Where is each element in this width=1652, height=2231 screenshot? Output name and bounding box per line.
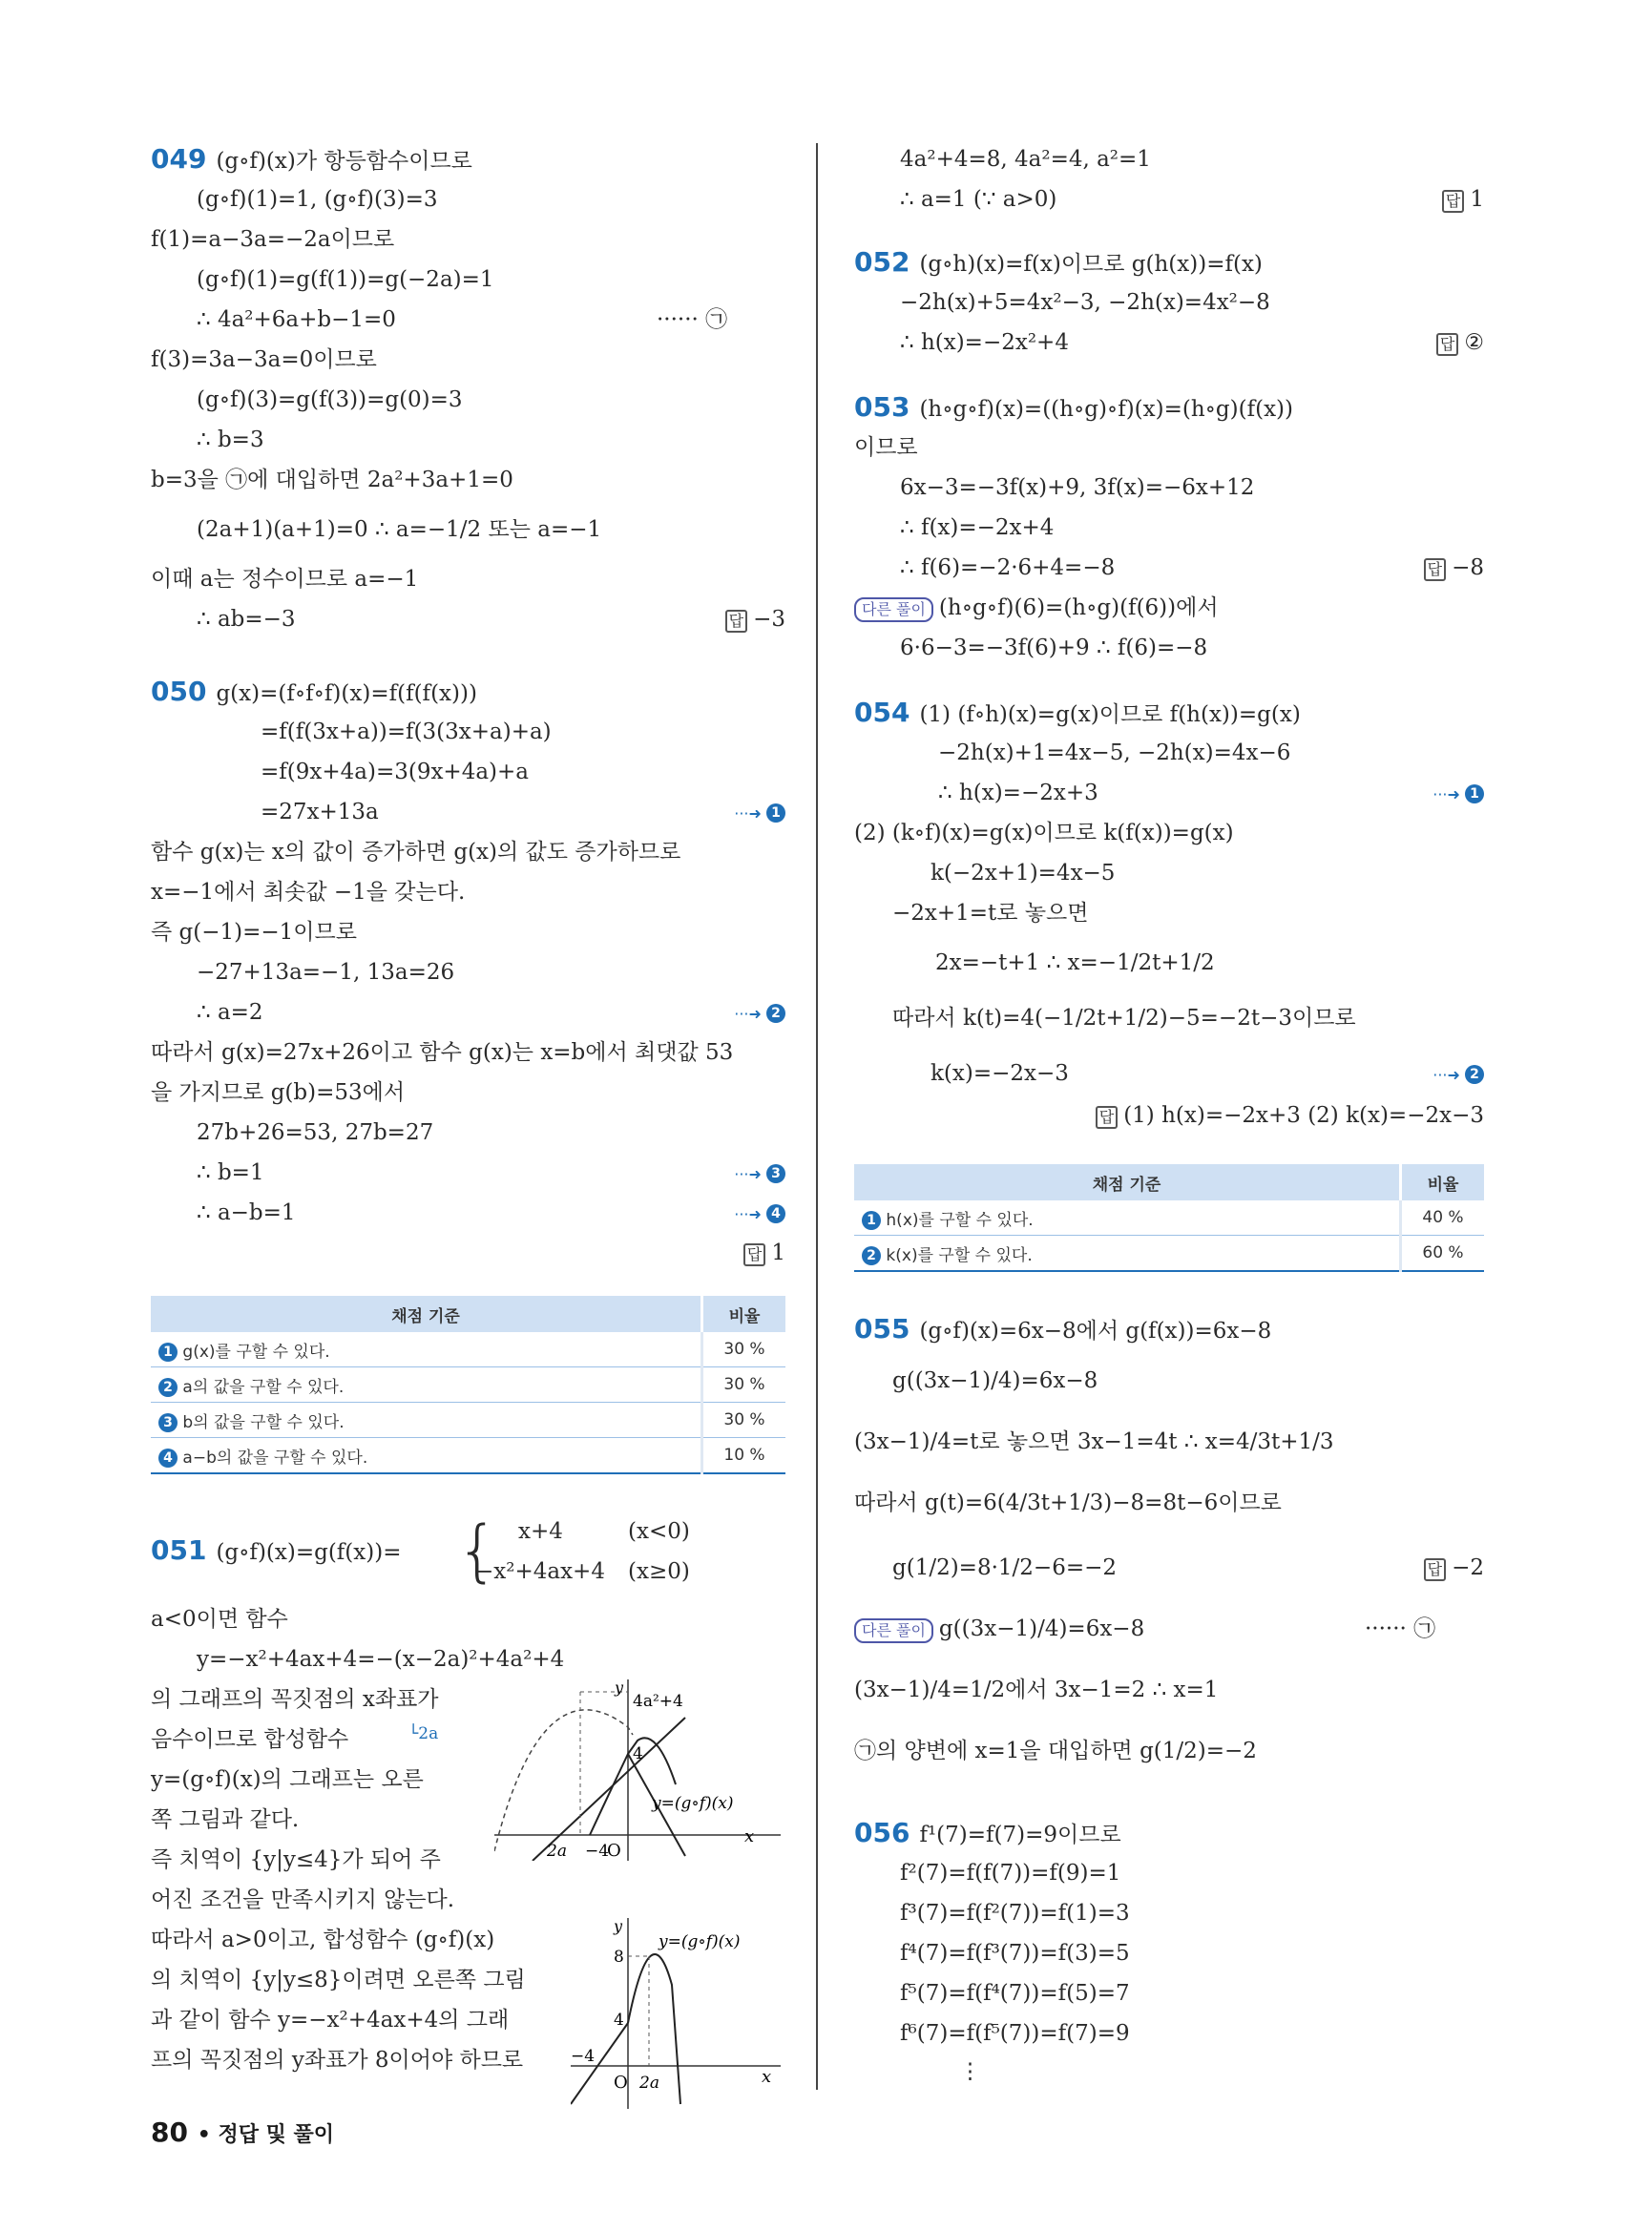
graph2-x-axis-label: x <box>762 2067 772 2087</box>
problem-054-line-6: 2x=−t+1 ∴ x=−1/2t+1/2 <box>935 950 1215 975</box>
problem-053-line-5: 다른 풀이 (h∘g∘f)(6)=(h∘g)(f(6))에서 <box>854 594 1219 622</box>
problem-053-line-1: 이므로 <box>854 435 918 460</box>
problem-050-line-8: ∴ a=2 <box>197 1000 263 1025</box>
problem-055-line-5: 다른 풀이 g((3x−1)/4)=6x−8 <box>854 1615 1144 1643</box>
problem-number: 055 <box>854 1313 910 1345</box>
answer-049: 답 −3 <box>725 605 785 634</box>
graph1-minus-4: −4 <box>585 1842 610 1861</box>
problem-051-line-4: y=(g∘f)(x)의 그래프는 오른 <box>151 1767 424 1792</box>
alt-solution-label: 다른 풀이 <box>854 1618 933 1643</box>
problem-056-line-0: 056 f¹(7)=f(7)=9이므로 <box>854 1817 1121 1848</box>
graph1-peak-label: 4a²+4 <box>633 1692 683 1711</box>
answer-mark-icon: 답 <box>725 610 747 633</box>
problem-051-line-3: 음수이므로 합성함수 <box>151 1727 349 1752</box>
graph1-y-axis-label: y <box>615 1679 624 1697</box>
problem-055-line-6: (3x−1)/4=1/2에서 3x−1=2 ∴ x=1 <box>854 1678 1219 1702</box>
problem-number: 050 <box>151 676 207 707</box>
problem-050-line-12: ∴ b=1 <box>197 1160 264 1185</box>
answer-051: 답 1 <box>1442 185 1484 214</box>
problem-051-line-9: 의 치역이 {y|y≤8}이려면 오른쪽 그림 <box>151 1968 526 1992</box>
problem-053-line-3: ∴ f(x)=−2x+4 <box>900 515 1055 540</box>
problem-050-line-6: 즉 g(−1)=−1이므로 <box>151 920 357 945</box>
graph2-minus-4: −4 <box>571 2047 596 2066</box>
column-divider <box>816 143 818 2090</box>
problem-056-line-6: ⋮ <box>959 2059 981 2084</box>
problem-051-cont-line-1: ∴ a=1 (∵ a>0) <box>900 187 1057 212</box>
problem-051-line-5: 쪽 그림과 같다. <box>151 1807 300 1832</box>
problem-number: 049 <box>151 143 207 175</box>
graph2-intercept-4: 4 <box>614 2011 624 2030</box>
equation-tag: ······ ㉠ <box>657 307 728 332</box>
problem-050-line-11: 27b+26=53, 27b=27 <box>197 1120 434 1145</box>
problem-049-line-5: f(3)=3a−3a=0이므로 <box>151 347 377 372</box>
answer-mark-icon: 답 <box>1096 1106 1118 1129</box>
table-row: 1 h(x)를 구할 수 있다. 40 % <box>854 1200 1484 1236</box>
problem-049-line-10: 이때 a는 정수이므로 a=−1 <box>151 567 419 592</box>
equation-tag: ······ ㉠ <box>1365 1616 1436 1641</box>
step-marker-2: ···➜ 2 <box>1432 1059 1484 1090</box>
problem-055-line-7: ㉠의 양변에 x=1을 대입하면 g(1/2)=−2 <box>854 1739 1257 1763</box>
table-row: 2 a의 값을 구할 수 있다. 30 % <box>151 1367 785 1403</box>
problem-052-line-1: −2h(x)+5=4x²−3, −2h(x)=4x²−8 <box>900 290 1270 315</box>
graph2-origin: O <box>614 2073 628 2093</box>
problem-056-line-3: f⁴(7)=f(f³(7))=f(3)=5 <box>900 1941 1130 1966</box>
problem-number: 053 <box>854 391 910 423</box>
answer-mark-icon: 답 <box>1424 1558 1446 1581</box>
graph1-origin: O <box>607 1841 621 1861</box>
problem-050-line-10: 을 가지므로 g(b)=53에서 <box>151 1080 406 1105</box>
problem-number: 051 <box>151 1534 207 1566</box>
problem-055-line-3: 따라서 g(t)=6(4/3t+1/3)−8=8t−6이므로 <box>854 1491 1282 1515</box>
answer-mark-icon: 답 <box>1424 558 1446 581</box>
grading-table-050: 채점 기준 비율 1 g(x)를 구할 수 있다. 30 % 2 a의 값을 구할 수 있다. 30 % 3 b의 값을 구할 수 있다. 30 % 4 a−b의 값을 구할 수 있다. 10 % <box>151 1296 785 1474</box>
answer-mark-icon: 답 <box>743 1243 765 1266</box>
grading-table-054: 채점 기준 비율 1 h(x)를 구할 수 있다. 40 % 2 k(x)를 구할 수 있다. 60 % <box>854 1164 1484 1272</box>
piecewise-cond-2: (x≥0) <box>628 1559 690 1584</box>
graph2-func-label: y=(g∘f)(x) <box>659 1932 741 1951</box>
answer-053: 답 −8 <box>1424 553 1484 582</box>
problem-054-line-0: 054 (1) (f∘h)(x)=g(x)이므로 f(h(x))=g(x) <box>854 697 1301 728</box>
problem-050-line-0: 050 g(x)=(f∘f∘f)(x)=f(f(f(x))) <box>151 676 477 707</box>
answer-050: 답 1 <box>743 1239 785 1267</box>
problem-number: 056 <box>854 1817 910 1848</box>
problem-049-line-0: 049 (g∘f)(x)가 항등함수이므로 <box>151 143 472 175</box>
problem-049-line-6: (g∘f)(3)=g(f(3))=g(0)=3 <box>197 387 463 412</box>
problem-050-line-2: =f(9x+4a)=3(9x+4a)+a <box>261 760 530 784</box>
problem-056-line-4: f⁵(7)=f(f⁴(7))=f(5)=7 <box>900 1981 1130 2006</box>
answer-055: 답 −2 <box>1424 1553 1484 1582</box>
problem-049-line-9: (2a+1)(a+1)=0 ∴ a=−1/2 또는 a=−1 <box>197 517 602 542</box>
problem-052-line-0: 052 (g∘h)(x)=f(x)이므로 g(h(x))=f(x) <box>854 246 1263 278</box>
problem-053-line-2: 6x−3=−3f(x)+9, 3f(x)=−6x+12 <box>900 475 1255 500</box>
problem-054-line-3: (2) (k∘f)(x)=g(x)이므로 k(f(x))=g(x) <box>854 821 1234 845</box>
problem-053-line-4: ∴ f(6)=−2·6+4=−8 <box>900 555 1116 580</box>
problem-055-line-2: (3x−1)/4=t로 놓으면 3x−1=4t ∴ x=4/3t+1/3 <box>854 1429 1334 1454</box>
problem-051-line-1: y=−x²+4ax+4=−(x−2a)²+4a²+4 <box>197 1647 565 1672</box>
graph2-y-axis-label: y <box>614 1918 623 1935</box>
table-row: 1 g(x)를 구할 수 있다. 30 % <box>151 1332 785 1367</box>
problem-051-line-0: a<0이면 함수 <box>151 1607 288 1632</box>
step-marker-1: ···➜ 1 <box>734 798 785 828</box>
problem-number: 052 <box>854 246 910 278</box>
problem-054-line-2: ∴ h(x)=−2x+3 <box>938 781 1098 805</box>
problem-050-line-13: ∴ a−b=1 <box>197 1200 296 1225</box>
problem-053-line-0: 053 (h∘g∘f)(x)=((h∘g)∘f)(x)=(h∘g)(f(x)) <box>854 391 1294 423</box>
graph1-2a: 2a <box>547 1842 567 1861</box>
table-row: 3 b의 값을 구할 수 있다. 30 % <box>151 1403 785 1438</box>
page-number: 80 <box>151 2116 188 2148</box>
problem-051-line-8: 따라서 a>0이고, 합성함수 (g∘f)(x) <box>151 1928 495 1952</box>
problem-050-line-4: 함수 g(x)는 x의 값이 증가하면 g(x)의 값도 증가하므로 <box>151 840 681 865</box>
alt-solution-label: 다른 풀이 <box>854 597 933 622</box>
problem-049-line-11: ∴ ab=−3 <box>197 607 296 632</box>
page-footer <box>151 2116 334 2148</box>
problem-051-head: 051 (g∘f)(x)=g(f(x))= <box>151 1534 402 1566</box>
problem-051-line-11: 프의 꼭짓점의 y좌표가 8이어야 하므로 <box>151 2048 524 2073</box>
problem-050-line-7: −27+13a=−1, 13a=26 <box>197 960 455 985</box>
problem-055-line-0: 055 (g∘f)(x)=6x−8에서 g(f(x))=6x−8 <box>854 1313 1272 1345</box>
problem-049-line-1: (g∘f)(1)=1, (g∘f)(3)=3 <box>197 187 438 212</box>
answer-mark-icon: 답 <box>1436 333 1458 356</box>
problem-054-line-7: 따라서 k(t)=4(−1/2t+1/2)−5=−2t−3이므로 <box>892 1006 1356 1031</box>
answer-mark-icon: 답 <box>1442 190 1464 213</box>
step-marker-3: ···➜ 3 <box>734 1158 785 1189</box>
problem-055-line-1: g((3x−1)/4)=6x−8 <box>892 1368 1098 1393</box>
problem-051-line-6: 즉 치역이 {y|y≤4}가 되어 주 <box>151 1847 441 1872</box>
graph-case-a-negative <box>494 1679 781 1861</box>
footer-title: • 정답 및 풀이 <box>197 2123 335 2147</box>
graph1-x-axis-label: x <box>744 1826 755 1846</box>
problem-051-line-2: 의 그래프의 꼭짓점의 x좌표가 <box>151 1687 439 1712</box>
problem-052-line-2: ∴ h(x)=−2x²+4 <box>900 330 1069 355</box>
problem-055-line-4: g(1/2)=8·1/2−6=−2 <box>892 1555 1117 1580</box>
problem-051-line-10: 과 같이 함수 y=−x²+4ax+4의 그래 <box>151 2008 510 2033</box>
problem-049-line-4: ∴ 4a²+6a+b−1=0 <box>197 307 396 332</box>
problem-049-line-8: b=3을 ㉠에 대입하면 2a²+3a+1=0 <box>151 468 513 492</box>
piecewise-case-2: −x²+4ax+4 <box>475 1559 605 1584</box>
problem-056-line-1: f²(7)=f(f(7))=f(9)=1 <box>900 1861 1121 1886</box>
problem-051-line-7: 어진 조건을 만족시키지 않는다. <box>151 1887 455 1912</box>
problem-049-line-2: f(1)=a−3a=−2a이므로 <box>151 227 395 252</box>
problem-050-line-3: =27x+13a <box>261 800 379 824</box>
problem-050-line-5: x=−1에서 최솟값 −1을 갖는다. <box>151 880 466 905</box>
answer-052: 답 ② <box>1436 328 1484 357</box>
problem-054-line-8: k(x)=−2x−3 <box>931 1061 1069 1086</box>
problem-051-cont-line-0: 4a²+4=8, 4a²=4, a²=1 <box>900 147 1151 172</box>
answer-054: 답 (1) h(x)=−2x+3 (2) k(x)=−2x−3 <box>1096 1101 1484 1130</box>
graph1-intercept-4: 4 <box>633 1744 643 1763</box>
graph2-peak-8: 8 <box>614 1948 624 1967</box>
step-marker-1: ···➜ 1 <box>1432 779 1484 809</box>
problem-054-line-1: −2h(x)+1=4x−5, −2h(x)=4x−6 <box>938 740 1291 765</box>
step-marker-4: ···➜ 4 <box>734 1199 785 1229</box>
problem-049-line-7: ∴ b=3 <box>197 427 264 452</box>
piecewise-cond-1: (x<0) <box>628 1519 690 1544</box>
problem-056-line-5: f⁶(7)=f(f⁵(7))=f(7)=9 <box>900 2021 1130 2046</box>
piecewise-case-1: x+4 <box>518 1519 563 1544</box>
graph-case-a-positive <box>571 1918 790 2109</box>
problem-050-line-9: 따라서 g(x)=27x+26이고 함수 g(x)는 x=b에서 최댓값 53 <box>151 1040 734 1065</box>
graph2-2a: 2a <box>639 2074 659 2093</box>
problem-054-line-4: k(−2x+1)=4x−5 <box>931 861 1116 886</box>
piecewise-brace: { <box>456 1512 499 1590</box>
graph1-func-label: y=(g∘f)(x) <box>652 1794 734 1813</box>
table-row: 4 a−b의 값을 구할 수 있다. 10 % <box>151 1438 785 1474</box>
problem-053-line-6: 6·6−3=−3f(6)+9 ∴ f(6)=−8 <box>900 636 1208 660</box>
problem-049-line-3: (g∘f)(1)=g(f(1))=g(−2a)=1 <box>197 267 494 292</box>
table-row: 2 k(x)를 구할 수 있다. 60 % <box>854 1236 1484 1272</box>
step-marker-2: ···➜ 2 <box>734 998 785 1029</box>
vertex-note: └2a <box>408 1724 439 1743</box>
problem-054-line-5: −2x+1=t로 놓으면 <box>892 901 1089 926</box>
problem-050-line-1: =f(f(3x+a))=f(3(3x+a)+a) <box>261 719 552 744</box>
problem-number: 054 <box>854 697 910 728</box>
problem-056-line-2: f³(7)=f(f²(7))=f(1)=3 <box>900 1901 1130 1926</box>
